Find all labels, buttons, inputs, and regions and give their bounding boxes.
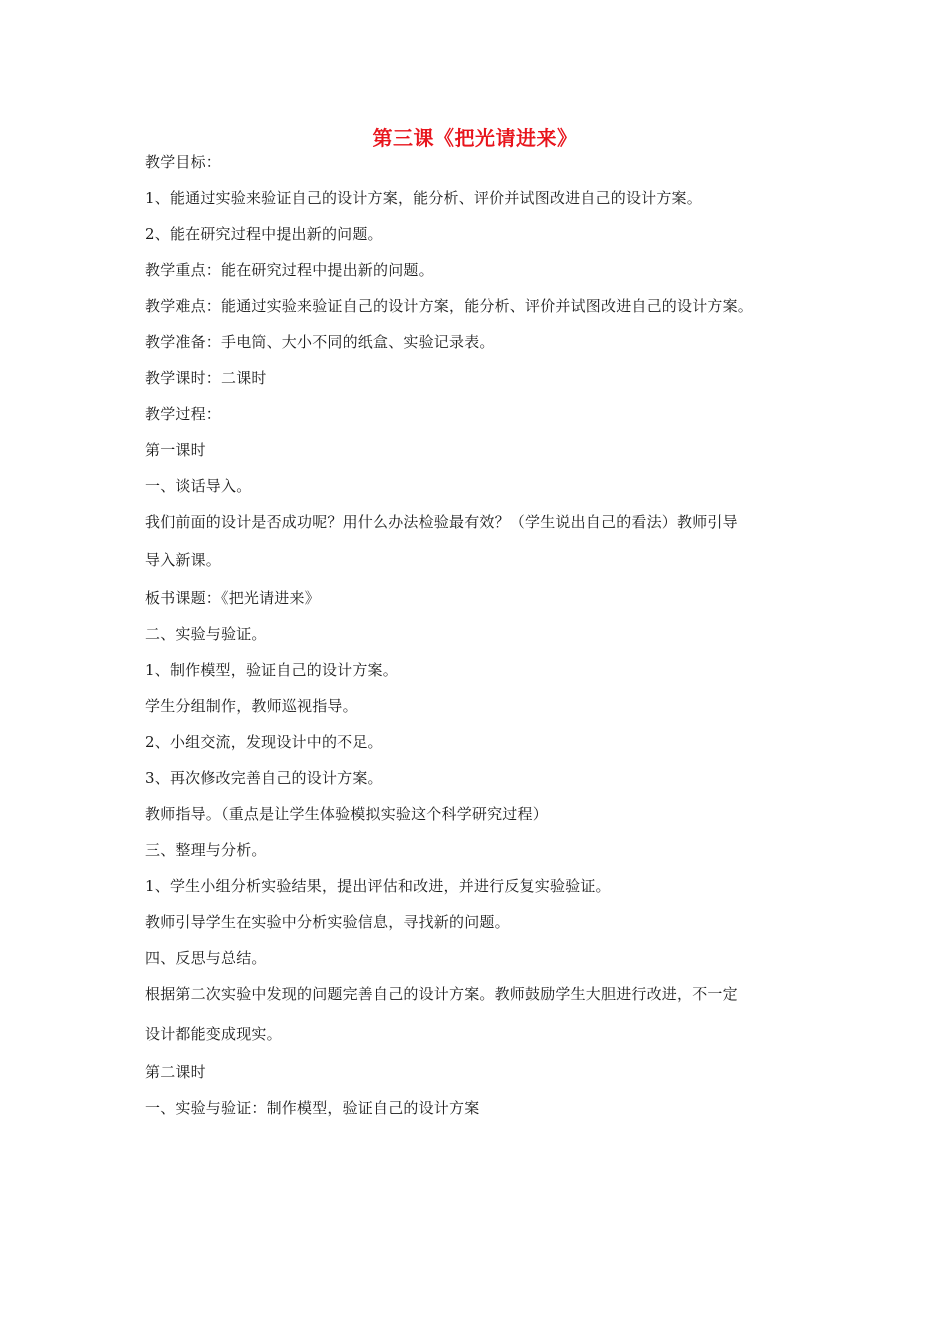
section-heading-objectives: 教学目标： bbox=[145, 153, 222, 171]
difficulty-line: 教学难点：能通过实验来验证自己的设计方案，能分析、评价并试图改进自己的设计方案。 bbox=[145, 297, 754, 315]
paragraph-line: 根据第二次实验中发现的问题完善自己的设计方案。教师鼓励学生大胆进行改进，不一定 bbox=[145, 985, 738, 1003]
lesson-one-heading: 第一课时 bbox=[145, 441, 206, 459]
step-heading-3: 三、整理与分析。 bbox=[145, 841, 267, 859]
paragraph-line: 学生分组制作，教师巡视指导。 bbox=[145, 697, 358, 715]
paragraph-line: 我们前面的设计是否成功呢？用什么办法检验最有效？（学生说出自己的看法）教师引导 bbox=[145, 513, 738, 531]
board-title-line: 板书课题：《把光请进来》 bbox=[145, 589, 320, 607]
preparation-line: 教学准备：手电筒、大小不同的纸盒、实验记录表。 bbox=[145, 333, 495, 351]
list-item: 1、制作模型，验证自己的设计方案。 bbox=[145, 661, 398, 679]
paragraph-line: 教师引导学生在实验中分析实验信息，寻找新的问题。 bbox=[145, 913, 510, 931]
step-heading-2: 二、实验与验证。 bbox=[145, 625, 267, 643]
key-point-line: 教学重点：能在研究过程中提出新的问题。 bbox=[145, 261, 434, 279]
list-item: 3、再次修改完善自己的设计方案。 bbox=[145, 769, 383, 787]
document-title: 第三课《把光请进来》 bbox=[372, 126, 578, 150]
objective-item-1: 1、能通过实验来验证自己的设计方案，能分析、评价并试图改进自己的设计方案。 bbox=[145, 189, 702, 207]
list-item: 1、学生小组分析实验结果，提出评估和改进，并进行反复实验验证。 bbox=[145, 877, 611, 895]
paragraph-line: 教师指导。（重点是让学生体验模拟实验这个科学研究过程） bbox=[145, 805, 548, 823]
step-heading-lesson-two: 一、实验与验证：制作模型，验证自己的设计方案 bbox=[145, 1099, 480, 1117]
step-heading-1: 一、谈话导入。 bbox=[145, 477, 252, 495]
step-heading-4: 四、反思与总结。 bbox=[145, 949, 267, 967]
paragraph-line: 导入新课。 bbox=[145, 551, 222, 569]
paragraph-line: 设计都能变成现实。 bbox=[145, 1025, 282, 1043]
lesson-two-heading: 第二课时 bbox=[145, 1063, 206, 1081]
section-heading-process: 教学过程： bbox=[145, 405, 222, 423]
list-item: 2、小组交流，发现设计中的不足。 bbox=[145, 733, 383, 751]
class-hours-line: 教学课时：二课时 bbox=[145, 369, 267, 387]
objective-item-2: 2、能在研究过程中提出新的问题。 bbox=[145, 225, 383, 243]
